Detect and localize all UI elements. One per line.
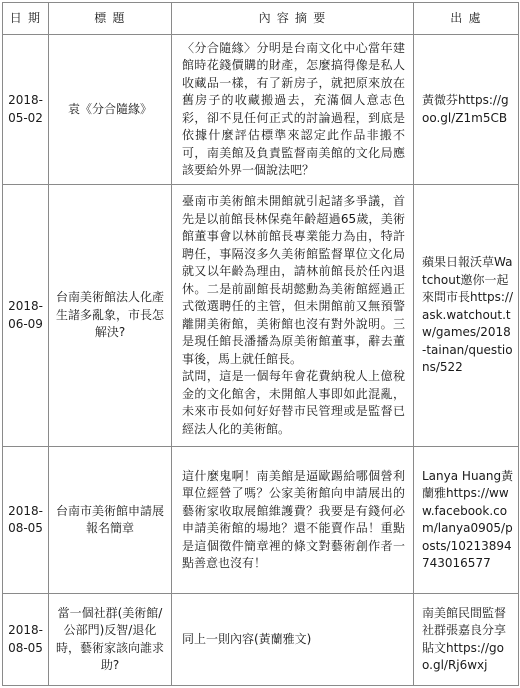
date-line: 08-05: [8, 640, 43, 655]
title-cell: 台南美術館法人化產生諸多亂象，市長怎解決?: [49, 185, 172, 447]
source-cell: 南美館民間監督社群張嘉良分享貼文https://goo.gl/Rj6wxj: [414, 594, 519, 686]
date-line: 2018-: [8, 623, 43, 637]
content-cell: [172, 185, 414, 447]
date-line: 08-05: [8, 521, 43, 535]
header-row: [3, 3, 519, 35]
content-paragraph: 臺南市美術館未開館就引起諸多爭議，首先是以前館長林保堯年齡超過65歲，美術館董事會以林前館長專業能力為由，特許聘任，事隔沒多久美術館監督單位文化局就又以年齡為理由，請林前館長於任內退休。二是前副館長胡懿勳為美術館經過正式徵選聘任的主管，但未開館前又無預警離開美術館，美術館也沒有對外說明。三是現任館長潘播為原美術館董事，辭去董事後，馬上就任館長。: [182, 194, 405, 366]
title-cell: 台南市美術館申請展報名簡章: [49, 447, 172, 594]
date-cell: [3, 35, 49, 185]
table-row: [3, 447, 519, 594]
date-line: 06-09: [8, 316, 43, 331]
news-summary-table: [2, 2, 519, 686]
date-cell: [3, 185, 49, 447]
header-title: 標 題: [49, 3, 172, 35]
table-row: [3, 594, 519, 686]
title-cell: 袁《分合隨緣》: [49, 35, 172, 185]
source-cell: 黃微芬https://goo.gl/Z1m5CB: [414, 35, 519, 185]
table-row: [3, 185, 519, 447]
content-paragraph: 這什麼鬼啊！南美館是逼歐踢給哪個營利單位經營了嗎？公家美術館向申請展出的藝術家收取展館維護費？我要是有錢何必申請美術館的場地？還不能賣作品！重點是這個徵件簡章裡的條文對藝術創作者一點善意也沒有！: [182, 468, 405, 570]
content-cell: [172, 447, 414, 594]
header-source: 出 處: [414, 3, 519, 35]
content-paragraph: 試問，這是一個每年會花費納稅人上億稅金的文化館舍，未開館人事即如此混亂，未來市長如何好好替市民管理或是監督已經法人化的美術館。: [182, 369, 405, 436]
content-paragraph: 同上一則內容(黃蘭雅文): [182, 631, 312, 646]
table-row: [3, 35, 519, 185]
content-cell: [172, 35, 414, 185]
date-line: 2018-: [8, 299, 43, 313]
title-cell: 當一個社群(美術館/公部門)反智/退化時，藝術家該向誰求助?: [49, 594, 172, 686]
header-content: 內 容 摘 要: [172, 3, 414, 35]
date-line: 2018-: [8, 93, 43, 107]
content-paragraph: 〈分合隨緣〉分明是台南文化中心當年建館時花錢價購的財產，怎麼搞得像是私人收藏品一樣，有了新房子，就把原來放在舊房子的收藏搬過去，充滿個人意志色彩，卻不見任何正式的討論過程，到底是依據什麼評估標準來認定此作品非搬不可，南美館及負責監督南美館的文化局應該要給外界一個說法吧？: [182, 40, 405, 177]
date-line: 2018-: [8, 503, 43, 518]
source-cell: Lanya Huang黃蘭雅https://www.facebook.com/lanya0905/posts/10213894743016577: [414, 447, 519, 594]
date-cell: [3, 447, 49, 594]
source-cell: 蘋果日報沃草Watchout邀你一起來問市長https://ask.watchout.tw/games/2018-tainan/questions/522: [414, 185, 519, 447]
date-line: 05-02: [8, 110, 43, 125]
date-cell: [3, 594, 49, 686]
header-date: 日 期: [3, 3, 49, 35]
content-cell: [172, 594, 414, 686]
